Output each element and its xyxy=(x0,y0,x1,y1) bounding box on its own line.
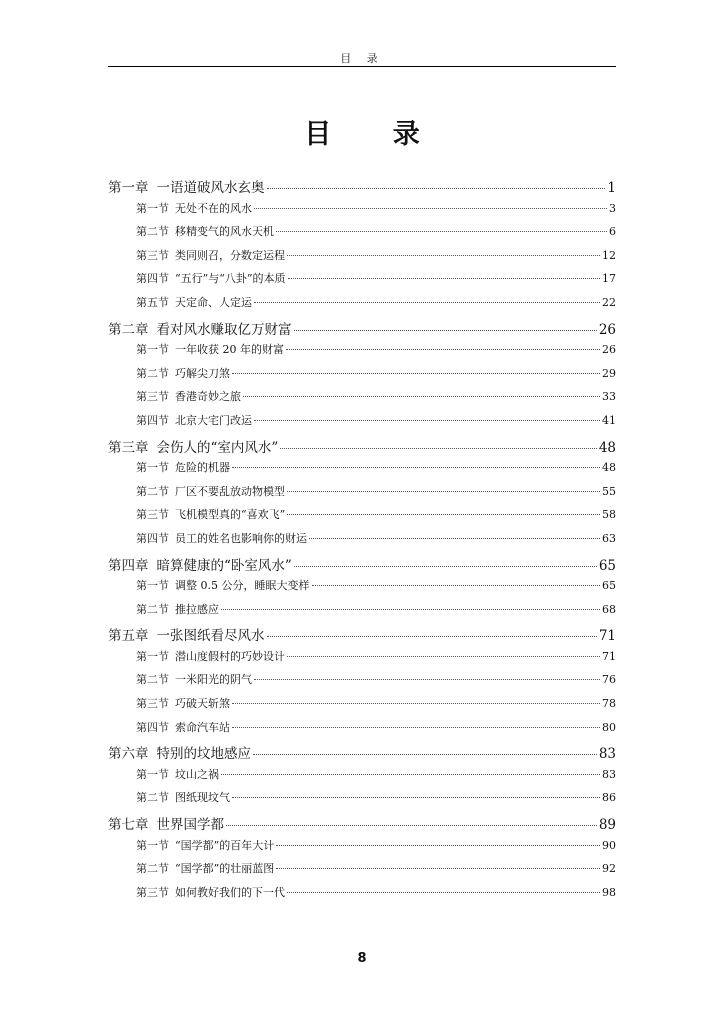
toc-entry-title: 飞机模型真的“喜欢飞” xyxy=(175,508,286,522)
toc-entry-label: 第二章 xyxy=(108,321,149,338)
dot-leader xyxy=(287,491,600,492)
toc-entry-page: 65 xyxy=(598,557,616,574)
toc-entry-title: 调整 0.5 公分，睡眠大变样 xyxy=(175,579,310,593)
toc-entry-title: 图纸现坟气 xyxy=(175,791,230,805)
toc-entry-label: 第三节 xyxy=(136,390,169,404)
toc-entry-title: 坟山之祸 xyxy=(175,767,219,781)
toc-entry-title: 移精变气的风水天机 xyxy=(175,225,274,239)
toc-entry-title: 潜山度假村的巧妙设计 xyxy=(175,649,285,663)
toc-entry-label: 第一节 xyxy=(136,201,169,215)
toc-entry-title: 索命汽车站 xyxy=(175,720,230,734)
toc-chapter-entry[interactable] xyxy=(108,624,616,648)
toc-entry-label: 第一节 xyxy=(136,579,169,593)
dot-leader xyxy=(294,566,597,567)
dot-leader xyxy=(254,420,600,421)
toc-entry-label: 第三章 xyxy=(108,439,149,456)
toc-chapter-entry[interactable] xyxy=(108,813,616,837)
toc-entry-title: 看对风水赚取亿万财富 xyxy=(156,321,292,338)
toc-section-entry[interactable] xyxy=(108,577,616,601)
toc-entry-page: 48 xyxy=(602,461,616,475)
toc-entry-title: 会伤人的“室内风水” xyxy=(156,439,279,456)
toc-entry-title: 厂区不要乱放动物模型 xyxy=(175,484,285,498)
toc-section-entry[interactable] xyxy=(108,530,616,554)
toc-section-entry[interactable] xyxy=(108,789,616,813)
dot-leader xyxy=(267,188,606,189)
toc-entry-page: 6 xyxy=(609,225,616,239)
toc-section-entry[interactable] xyxy=(108,459,616,483)
toc-entry-title: 无处不在的风水 xyxy=(175,201,252,215)
toc-entry-page: 71 xyxy=(598,628,616,645)
toc-entry-title: 天定命、人定运 xyxy=(175,295,252,309)
toc-entry-page: 80 xyxy=(602,720,616,734)
toc-entry-page: 65 xyxy=(602,579,616,593)
toc-entry-title: 香港奇妙之旅 xyxy=(175,390,241,404)
toc-entry-label: 第二节 xyxy=(136,484,169,498)
dot-leader xyxy=(232,797,600,798)
toc-section-entry[interactable] xyxy=(108,270,616,294)
dot-leader xyxy=(254,679,600,680)
dot-leader xyxy=(232,703,600,704)
toc-entry-page: 92 xyxy=(602,862,616,876)
toc-entry-label: 第二节 xyxy=(136,602,169,616)
toc-entry-title: 一语道破风水玄奥 xyxy=(156,180,265,196)
toc-entry-page: 26 xyxy=(602,343,616,357)
toc-entry-page: 98 xyxy=(602,885,616,899)
toc-entry-label: 第五章 xyxy=(108,628,149,645)
toc-entry-label: 第二节 xyxy=(136,225,169,239)
toc-entry-title: 北京大宅门改运 xyxy=(175,413,252,427)
dot-leader xyxy=(280,448,597,449)
toc-entry-label: 第七章 xyxy=(108,817,149,834)
dot-leader xyxy=(232,467,600,468)
toc-entry-page: 89 xyxy=(598,817,616,834)
toc-chapter-entry[interactable] xyxy=(108,554,616,578)
toc-entry-page: 63 xyxy=(602,531,616,545)
page-title: 目 录 xyxy=(304,119,446,150)
toc-entry-label: 第四节 xyxy=(136,413,169,427)
toc-entry-title: 类同则召，分数定运程 xyxy=(175,248,285,262)
toc-chapter-entry[interactable] xyxy=(108,318,616,342)
toc-entry-label: 第四节 xyxy=(136,272,169,286)
dot-leader xyxy=(221,774,600,775)
toc-entry-page: 29 xyxy=(602,366,616,380)
dot-leader xyxy=(221,609,600,610)
toc-section-entry[interactable] xyxy=(108,223,616,247)
running-header: 目 录 xyxy=(340,52,384,65)
toc-entry-label: 第二节 xyxy=(136,862,169,876)
toc-section-entry[interactable] xyxy=(108,695,616,719)
toc-entry-label: 第三节 xyxy=(136,697,169,711)
dot-leader xyxy=(254,302,600,303)
toc-entry-page: 68 xyxy=(602,602,616,616)
toc-entry-page: 12 xyxy=(602,248,616,262)
toc-section-entry[interactable] xyxy=(108,294,616,318)
toc-entry-title: 巧破天斩煞 xyxy=(175,697,230,711)
toc-section-entry[interactable] xyxy=(108,648,616,672)
toc-chapter-entry[interactable] xyxy=(108,742,616,766)
table-of-contents xyxy=(108,176,616,907)
toc-entry-title: 世界国学都 xyxy=(156,817,224,834)
toc-entry-label: 第四章 xyxy=(108,557,149,574)
toc-section-entry[interactable] xyxy=(108,766,616,790)
toc-entry-page: 17 xyxy=(602,272,616,286)
dot-leader xyxy=(287,514,600,515)
toc-entry-page: 58 xyxy=(602,508,616,522)
page-number: 8 xyxy=(357,951,367,966)
toc-entry-page: 26 xyxy=(598,321,616,338)
dot-leader xyxy=(276,868,600,869)
toc-entry-page: 22 xyxy=(602,295,616,309)
toc-entry-title: “五行”与“八卦”的本质 xyxy=(175,272,286,286)
toc-entry-page: 83 xyxy=(598,746,616,763)
toc-entry-label: 第四节 xyxy=(136,531,169,545)
toc-section-entry[interactable] xyxy=(108,388,616,412)
dot-leader xyxy=(243,396,600,397)
toc-entry-title: 一张图纸看尽风水 xyxy=(156,628,265,645)
dot-leader xyxy=(294,330,597,331)
toc-entry-title: 一米阳光的阴气 xyxy=(175,673,252,687)
toc-section-entry[interactable] xyxy=(108,837,616,861)
dot-leader xyxy=(287,656,600,657)
toc-section-entry[interactable] xyxy=(108,365,616,389)
toc-entry-label: 第一节 xyxy=(136,461,169,475)
dot-leader xyxy=(276,231,607,232)
dot-leader xyxy=(312,585,601,586)
dot-leader xyxy=(232,373,600,374)
toc-entry-label: 第五节 xyxy=(136,295,169,309)
toc-entry-page: 83 xyxy=(602,767,616,781)
dot-leader xyxy=(226,825,597,826)
toc-entry-page: 33 xyxy=(602,390,616,404)
toc-entry-label: 第三节 xyxy=(136,248,169,262)
toc-section-entry[interactable] xyxy=(108,601,616,625)
dot-leader xyxy=(253,754,597,755)
toc-entry-page: 78 xyxy=(602,697,616,711)
toc-section-entry[interactable] xyxy=(108,412,616,436)
toc-section-entry[interactable] xyxy=(108,200,616,224)
toc-entry-title: 一年收获 20 年的财富 xyxy=(175,343,284,357)
toc-entry-label: 第一节 xyxy=(136,343,169,357)
toc-section-entry[interactable] xyxy=(108,341,616,365)
toc-entry-title: “国学都”的壮丽蓝图 xyxy=(175,862,275,876)
dot-leader xyxy=(276,845,600,846)
toc-entry-label: 第三节 xyxy=(136,508,169,522)
toc-entry-title: 推拉感应 xyxy=(175,602,219,616)
toc-entry-page: 1 xyxy=(607,180,616,196)
toc-entry-title: 员工的姓名也影响你的财运 xyxy=(175,531,307,545)
toc-section-entry[interactable] xyxy=(108,671,616,695)
toc-entry-label: 第二节 xyxy=(136,366,169,380)
toc-section-entry[interactable] xyxy=(108,884,616,908)
dot-leader xyxy=(309,538,600,539)
dot-leader xyxy=(232,727,600,728)
dot-leader xyxy=(287,255,600,256)
dot-leader xyxy=(286,349,600,350)
toc-entry-page: 86 xyxy=(602,791,616,805)
toc-entry-page: 3 xyxy=(609,201,616,215)
dot-leader xyxy=(287,892,600,893)
toc-entry-page: 55 xyxy=(602,484,616,498)
toc-section-entry[interactable] xyxy=(108,506,616,530)
toc-entry-label: 第六章 xyxy=(108,746,149,763)
toc-entry-title: 巧解尖刀煞 xyxy=(175,366,230,380)
toc-section-entry[interactable] xyxy=(108,719,616,743)
toc-entry-label: 第四节 xyxy=(136,720,169,734)
dot-leader xyxy=(254,208,607,209)
toc-section-entry[interactable] xyxy=(108,860,616,884)
toc-entry-title: 如何教好我们的下一代 xyxy=(175,885,285,899)
dot-leader xyxy=(288,278,601,279)
dot-leader xyxy=(267,636,597,637)
toc-chapter-entry[interactable] xyxy=(108,176,616,200)
toc-entry-page: 48 xyxy=(598,439,616,456)
toc-entry-title: “国学都”的百年大计 xyxy=(175,838,275,852)
toc-entry-label: 第一节 xyxy=(136,767,169,781)
toc-chapter-entry[interactable] xyxy=(108,436,616,460)
header-divider xyxy=(108,66,616,67)
toc-entry-page: 41 xyxy=(602,413,616,427)
toc-entry-label: 第二节 xyxy=(136,791,169,805)
toc-entry-title: 暗算健康的“卧室风水” xyxy=(156,557,292,574)
toc-entry-page: 90 xyxy=(602,838,616,852)
toc-entry-title: 危险的机器 xyxy=(175,461,230,475)
toc-entry-page: 71 xyxy=(602,649,616,663)
toc-entry-label: 第三节 xyxy=(136,885,169,899)
toc-entry-label: 第一节 xyxy=(136,838,169,852)
toc-entry-label: 第二节 xyxy=(136,673,169,687)
toc-section-entry[interactable] xyxy=(108,247,616,271)
toc-entry-label: 第一章 xyxy=(108,180,149,196)
toc-entry-page: 76 xyxy=(602,673,616,687)
toc-entry-label: 第一节 xyxy=(136,649,169,663)
toc-entry-title: 特别的坟地感应 xyxy=(156,746,251,763)
toc-section-entry[interactable] xyxy=(108,483,616,507)
